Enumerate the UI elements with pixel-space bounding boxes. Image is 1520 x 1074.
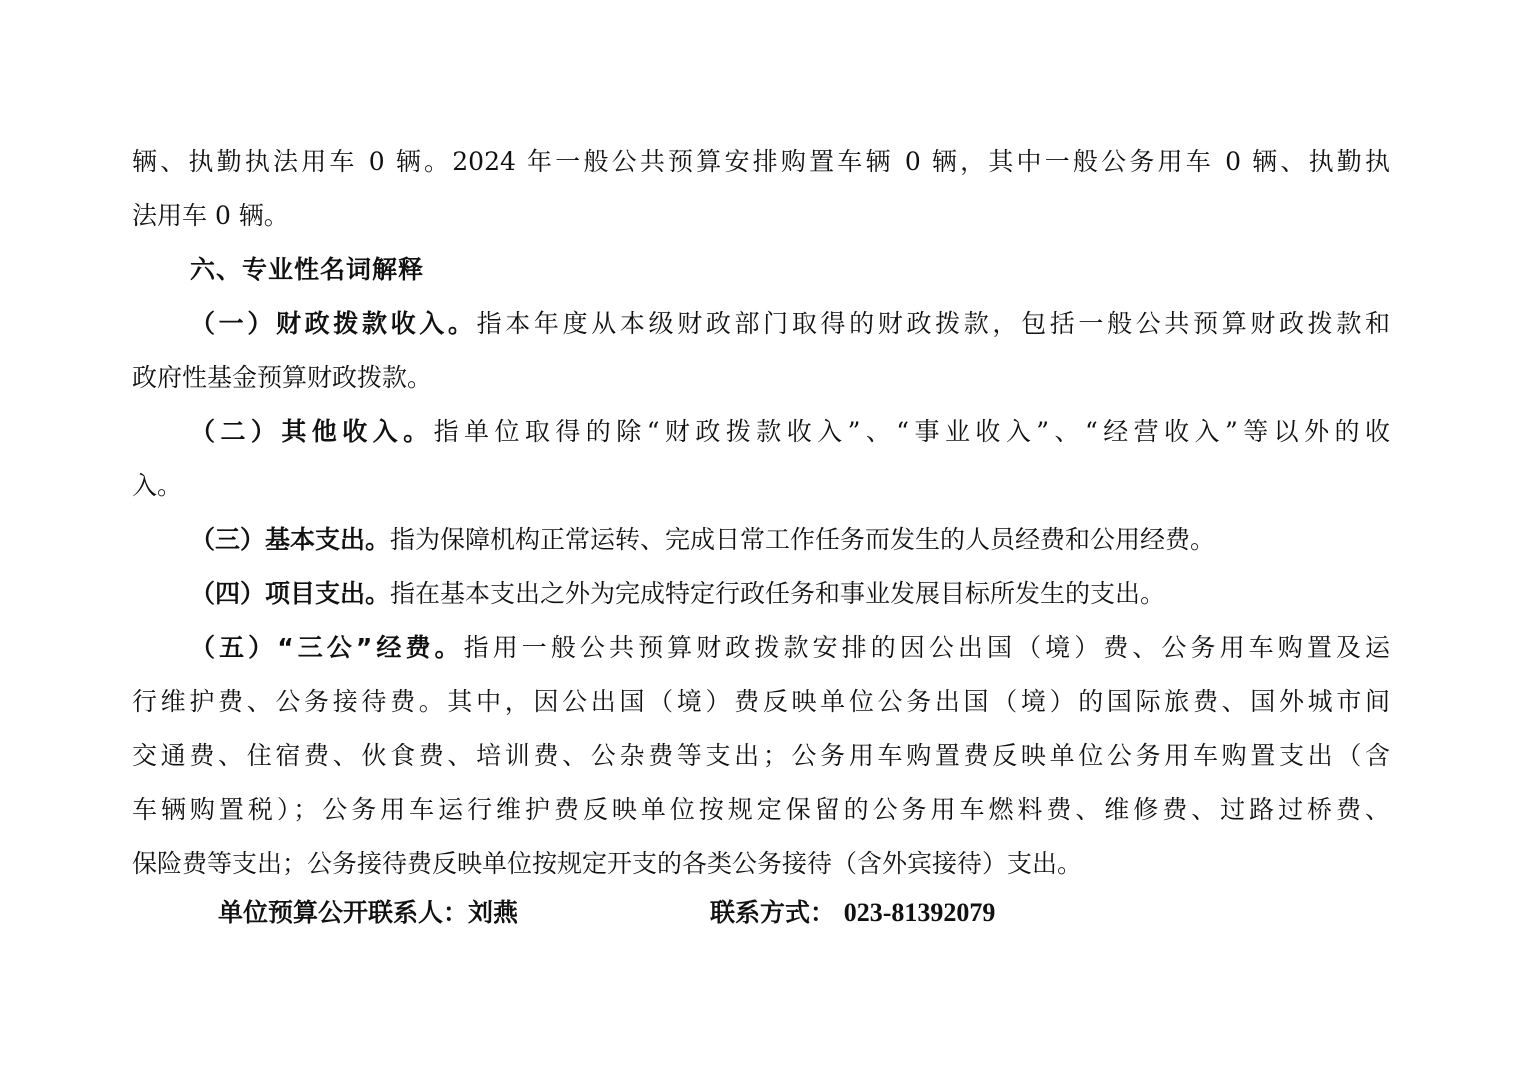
term-text: 指单位取得的除“财政拨款收入”、“事业收入”、“经营收入”等以外的收 xyxy=(433,417,1390,446)
term-label: （四）项目支出。 xyxy=(190,579,391,608)
contact-phone-block xyxy=(710,888,995,938)
term-text: 指为保障机构正常运转、完成日常工作任务而发生的人员经费和公用经费。 xyxy=(390,525,1216,554)
paragraph-line: 政府性基金预算财政拨款。 xyxy=(132,363,433,392)
term-text: 指用一般公共预算财政拨款安排的因公出国（境）费、公务用车购置及运 xyxy=(463,633,1390,662)
contact-phone-number: 023-81392079 xyxy=(843,898,996,927)
term-label: （三）基本支出。 xyxy=(190,525,391,554)
paragraph-line: 法用车 0 辆。 xyxy=(132,201,289,230)
term-text: 指在基本支出之外为完成特定行政任务和事业发展目标所发生的支出。 xyxy=(390,579,1166,608)
term-label: （二）其他收入。 xyxy=(190,417,434,446)
term-paragraph-4 xyxy=(190,570,1165,618)
term-text: 指本年度从本级财政部门取得的财政拨款，包括一般公共预算财政拨款和 xyxy=(476,309,1390,338)
paragraph-line: 入。 xyxy=(132,471,183,500)
term-paragraph-2 xyxy=(190,408,1390,456)
section-heading: 六、专业性名词解释 xyxy=(190,255,425,284)
term-label: （一）财政拨款收入。 xyxy=(190,309,477,338)
term-label: （五）“三公”经费。 xyxy=(190,633,464,662)
paragraph-line: 保险费等支出；公务接待费反映单位按规定开支的各类公务接待（含外宾接待）支出。 xyxy=(132,849,1083,878)
contact-phone-label: 联系方式： xyxy=(710,898,836,927)
term-paragraph-5 xyxy=(190,624,1390,672)
paragraph-line: 交通费、住宿费、伙食费、培训费、公杂费等支出；公务用车购置费反映单位公务用车购置支出（含 xyxy=(132,741,1390,770)
paragraph-line: 行维护费、公务接待费。其中，因公出国（境）费反映单位公务出国（境）的国际旅费、国外城市间 xyxy=(132,687,1390,716)
term-paragraph-1 xyxy=(190,300,1390,348)
contact-person: 单位预算公开联系人：刘燕 xyxy=(218,898,519,927)
paragraph-line: 车辆购置税）；公务用车运行维护费反映单位按规定保留的公务用车燃料费、维修费、过路过桥费、 xyxy=(132,795,1390,824)
term-paragraph-3 xyxy=(190,516,1215,564)
paragraph-line: 辆、执勤执法用车 0 辆。2024 年一般公共预算安排购置车辆 0 辆，其中一般公务用车 0 辆、执勤执 xyxy=(132,147,1390,176)
